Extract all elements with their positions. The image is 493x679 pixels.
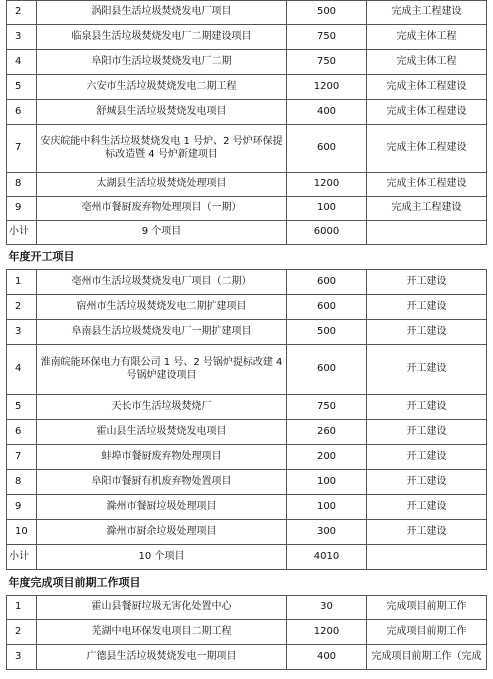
subtotal-label: 小计: [7, 221, 37, 245]
table-row: [7, 470, 487, 495]
project-name: 临泉县生活垃圾焚烧发电厂二期建设项目: [37, 25, 287, 50]
row-number: 8: [7, 173, 37, 197]
subtotal-label: 小计: [7, 545, 37, 570]
table-row: [7, 50, 487, 75]
subtotal-row: [7, 545, 487, 570]
project-scale: 300: [287, 520, 367, 545]
table-row: [7, 445, 487, 470]
row-number: 4: [7, 345, 37, 395]
project-name: 亳州市生活垃圾焚烧发电厂项目（二期）: [37, 270, 287, 295]
table-row: [7, 520, 487, 545]
table-row: [7, 197, 487, 221]
project-name: 芜湖中电环保发电项目二期工程: [37, 620, 287, 645]
project-progress: 完成项目前期工作（完成: [367, 645, 487, 670]
table-row: [7, 295, 487, 320]
table-row: [7, 270, 487, 295]
subtotal-count: 9 个项目: [37, 221, 287, 245]
table-row: [7, 420, 487, 445]
project-name: 淮南皖能环保电力有限公司 1 号、2 号锅炉提标改建 4 号锅炉建设项目: [37, 345, 287, 395]
project-progress: 开工建设: [367, 395, 487, 420]
project-name: 广德县生活垃圾焚烧发电一期项目: [37, 645, 287, 670]
project-scale: 750: [287, 25, 367, 50]
table-row: [7, 645, 487, 670]
project-scale: 750: [287, 395, 367, 420]
section-title: 年度完成项目前期工作项目: [7, 570, 487, 596]
row-number: 3: [7, 320, 37, 345]
project-name: 天长市生活垃圾焚烧厂: [37, 395, 287, 420]
project-progress: 开工建设: [367, 445, 487, 470]
subtotal-scale: 4010: [287, 545, 367, 570]
project-progress: 开工建设: [367, 295, 487, 320]
project-progress: 开工建设: [367, 420, 487, 445]
table-row: [7, 620, 487, 645]
project-scale: 200: [287, 445, 367, 470]
row-number: 2: [7, 620, 37, 645]
row-number: 8: [7, 470, 37, 495]
subtotal-count: 10 个项目: [37, 545, 287, 570]
project-progress: 开工建设: [367, 320, 487, 345]
project-progress: 完成主体工程建设: [367, 100, 487, 125]
project-progress: 完成主体工程: [367, 25, 487, 50]
project-name: 舒城县生活垃圾焚烧发电项目: [37, 100, 287, 125]
table-row: [7, 75, 487, 100]
project-scale: 600: [287, 125, 367, 173]
project-name: 霍山县生活垃圾焚烧发电项目: [37, 420, 287, 445]
row-number: 1: [7, 596, 37, 620]
subtotal-row: [7, 221, 487, 245]
project-progress: 完成主体工程建设: [367, 75, 487, 100]
project-progress: 开工建设: [367, 495, 487, 520]
project-name: 涡阳县生活垃圾焚烧发电厂项目: [37, 1, 287, 25]
row-number: 3: [7, 645, 37, 670]
project-scale: 1200: [287, 173, 367, 197]
project-name: 阜阳市生活垃圾焚烧发电厂二期: [37, 50, 287, 75]
project-scale: 100: [287, 495, 367, 520]
table-row: [7, 125, 487, 173]
project-scale: 600: [287, 345, 367, 395]
project-progress: 完成主工程建设: [367, 197, 487, 221]
project-name: 六安市生活垃圾焚烧发电二期工程: [37, 75, 287, 100]
project-scale: 1200: [287, 620, 367, 645]
row-number: 9: [7, 495, 37, 520]
project-name: 安庆皖能中科生活垃圾焚烧发电 1 号炉、2 号炉环保提标改造暨 4 号炉新建项目: [37, 125, 287, 173]
row-number: 5: [7, 75, 37, 100]
subtotal-progress: [367, 545, 487, 570]
table-row: [7, 345, 487, 395]
row-number: 7: [7, 445, 37, 470]
section-title: 年度开工项目: [7, 245, 487, 270]
project-scale: 260: [287, 420, 367, 445]
table-row: [7, 173, 487, 197]
project-name: 阜阳市餐厨有机废弃物处置项目: [37, 470, 287, 495]
row-number: 10: [7, 520, 37, 545]
project-scale: 750: [287, 50, 367, 75]
table-row: [7, 320, 487, 345]
row-number: 5: [7, 395, 37, 420]
row-number: 1: [7, 270, 37, 295]
project-name: 阜南县生活垃圾焚烧发电厂一期扩建项目: [37, 320, 287, 345]
subtotal-progress: [367, 221, 487, 245]
table-row: [7, 1, 487, 25]
section-header: [7, 245, 487, 270]
project-scale: 100: [287, 197, 367, 221]
project-progress: 开工建设: [367, 470, 487, 495]
project-scale: 400: [287, 645, 367, 670]
table-row: [7, 395, 487, 420]
table-row: [7, 100, 487, 125]
project-name: 亳州市餐厨废弃物处理项目（一期）: [37, 197, 287, 221]
row-number: 2: [7, 1, 37, 25]
project-scale: 1200: [287, 75, 367, 100]
project-progress: 完成主工程建设: [367, 1, 487, 25]
row-number: 6: [7, 100, 37, 125]
project-scale: 500: [287, 320, 367, 345]
project-scale: 600: [287, 270, 367, 295]
project-progress: 完成项目前期工作: [367, 596, 487, 620]
section-header: [7, 570, 487, 596]
row-number: 7: [7, 125, 37, 173]
project-scale: 500: [287, 1, 367, 25]
table-row: [7, 495, 487, 520]
project-progress: 完成主体工程建设: [367, 173, 487, 197]
project-scale: 100: [287, 470, 367, 495]
table-row: [7, 25, 487, 50]
project-name: 滁州市餐厨垃圾处理项目: [37, 495, 287, 520]
project-table: [6, 0, 487, 670]
project-progress: 开工建设: [367, 520, 487, 545]
project-name: 宿州市生活垃圾焚烧发电二期扩建项目: [37, 295, 287, 320]
project-progress: 开工建设: [367, 345, 487, 395]
table-row: [7, 596, 487, 620]
project-progress: 开工建设: [367, 270, 487, 295]
subtotal-scale: 6000: [287, 221, 367, 245]
project-progress: 完成项目前期工作: [367, 620, 487, 645]
project-name: 霍山县餐厨垃圾无害化处置中心: [37, 596, 287, 620]
project-table-body: [7, 1, 487, 670]
project-progress: 完成主体工程: [367, 50, 487, 75]
project-scale: 400: [287, 100, 367, 125]
row-number: 9: [7, 197, 37, 221]
row-number: 4: [7, 50, 37, 75]
project-progress: 完成主体工程建设: [367, 125, 487, 173]
project-name: 滁州市厨余垃圾处理项目: [37, 520, 287, 545]
row-number: 3: [7, 25, 37, 50]
row-number: 6: [7, 420, 37, 445]
project-name: 蚌埠市餐厨废弃物处理项目: [37, 445, 287, 470]
project-name: 太湖县生活垃圾焚烧处理项目: [37, 173, 287, 197]
project-scale: 30: [287, 596, 367, 620]
project-scale: 600: [287, 295, 367, 320]
row-number: 2: [7, 295, 37, 320]
